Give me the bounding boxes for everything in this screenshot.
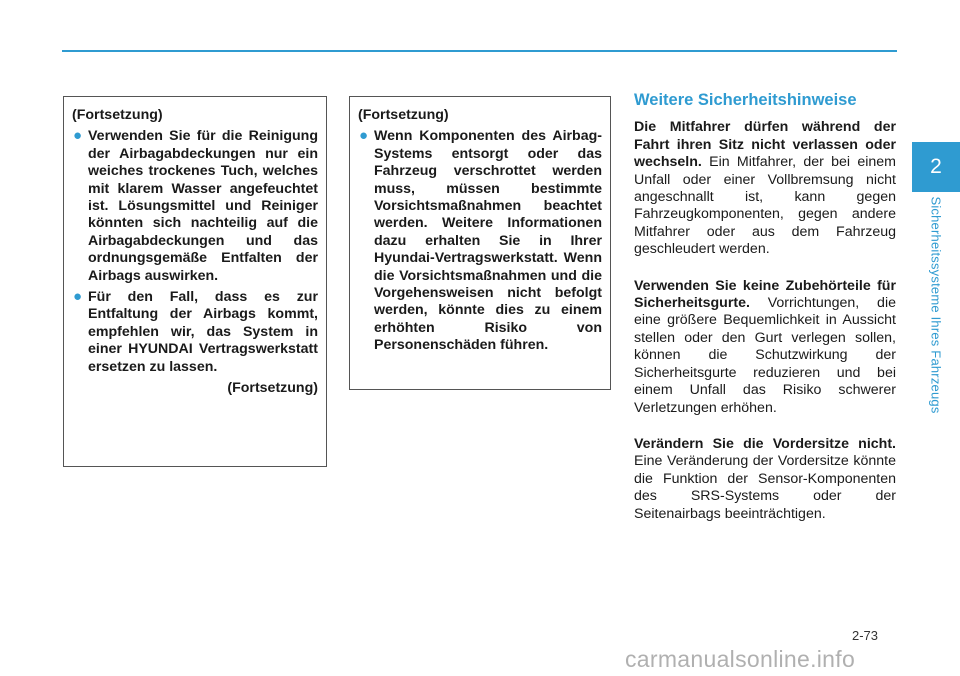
warning-box-disposal — [349, 96, 611, 390]
paragraph-lead: Verwenden Sie keine Zubehörteile für Sicherheitsgurte. — [634, 277, 896, 312]
list-item — [358, 128, 602, 354]
warning-box-continued — [63, 96, 327, 467]
paragraph-body: Ein Mitfahrer, der bei einem Unfall oder einer Vollbremsung nicht angeschnallt ist, kann gegen Fahrzeugkomponenten, gegen andere Mitfahrer oder aus dem Fahrzeug geschleudert werden. — [634, 154, 896, 258]
bullet-icon: ● — [73, 127, 83, 145]
paragraph — [634, 278, 896, 417]
watermark: carmanualsonline.info — [625, 646, 856, 672]
header-rule — [62, 50, 897, 52]
paragraph — [634, 119, 896, 258]
section-title: Weitere Sicherheitshinweise — [634, 91, 857, 109]
page-number: 2-73 — [852, 628, 879, 643]
paragraph-body: Eine Veränderung der Vordersitze könnte die Funktion der Sensor-Komponenten des SRS-Systems oder der Seitenairbags beeinträchtigen. — [634, 453, 896, 522]
box-header: (Fortsetzung) — [358, 107, 449, 123]
list-item — [72, 289, 318, 376]
box-header: (Fortsetzung) — [72, 107, 163, 123]
safety-section — [634, 92, 896, 542]
paragraph-lead: Verändern Sie die Vordersitze nicht. — [634, 435, 896, 452]
paragraph — [634, 436, 896, 523]
bullet-text: Verwenden Sie für die Reinigung der Airbagabdeckungen nur ein weiches trockenes Tuch, welches mit klarem Wasser angefeuchtet ist. Lösungsmittel und Reiniger könnten sich nachteilig auf die Airbagabdeckungen und das ordnungsgemäße Entfalten der Airbags auswirken. — [88, 128, 318, 284]
list-item — [72, 128, 318, 285]
chapter-title: Sicherheitssysteme Ihres Fahrzeugs — [928, 196, 944, 414]
bullet-icon: ● — [73, 288, 83, 306]
bullet-text: Wenn Komponenten des Airbag-Systems entsorgt oder das Fahrzeug verschrottet werden muss, müssen bestimmte Vorsichtsmaßnahmen beachtet werden. Weitere Informationen dazu erhalten Sie in Ihrer Hyundai-Vertragswerkstatt. Wenn die Vorsichtsmaßnahmen und die Vorgehensweisen nicht befolgt werden, könnte dies zu einem erhöhten Risiko von Personenschäden führen. — [374, 128, 602, 354]
paragraph-lead: Die Mitfahrer dürfen während der Fahrt ihren Sitz nicht verlassen oder wechseln. — [634, 119, 896, 171]
bullet-icon: ● — [359, 127, 369, 145]
paragraph-body: Vorrichtungen, die eine größere Bequemlichkeit in Aussicht stellen oder den Gurt verlegen sollen, können die Schutzwirkung der Sicherheitsgurte reduzieren und bei einem Unfall das Risiko schwerer Verletzungen erhöhen. — [634, 295, 896, 416]
box-footer: (Fortsetzung) — [227, 380, 318, 397]
chapter-tab: 2 — [912, 142, 960, 192]
bullet-text: Für den Fall, dass es zur Entfaltung der Airbags kommt, empfehlen wir, das System in einer HYUNDAI Vertragswerkstatt ersetzen zu lassen. — [88, 289, 318, 375]
